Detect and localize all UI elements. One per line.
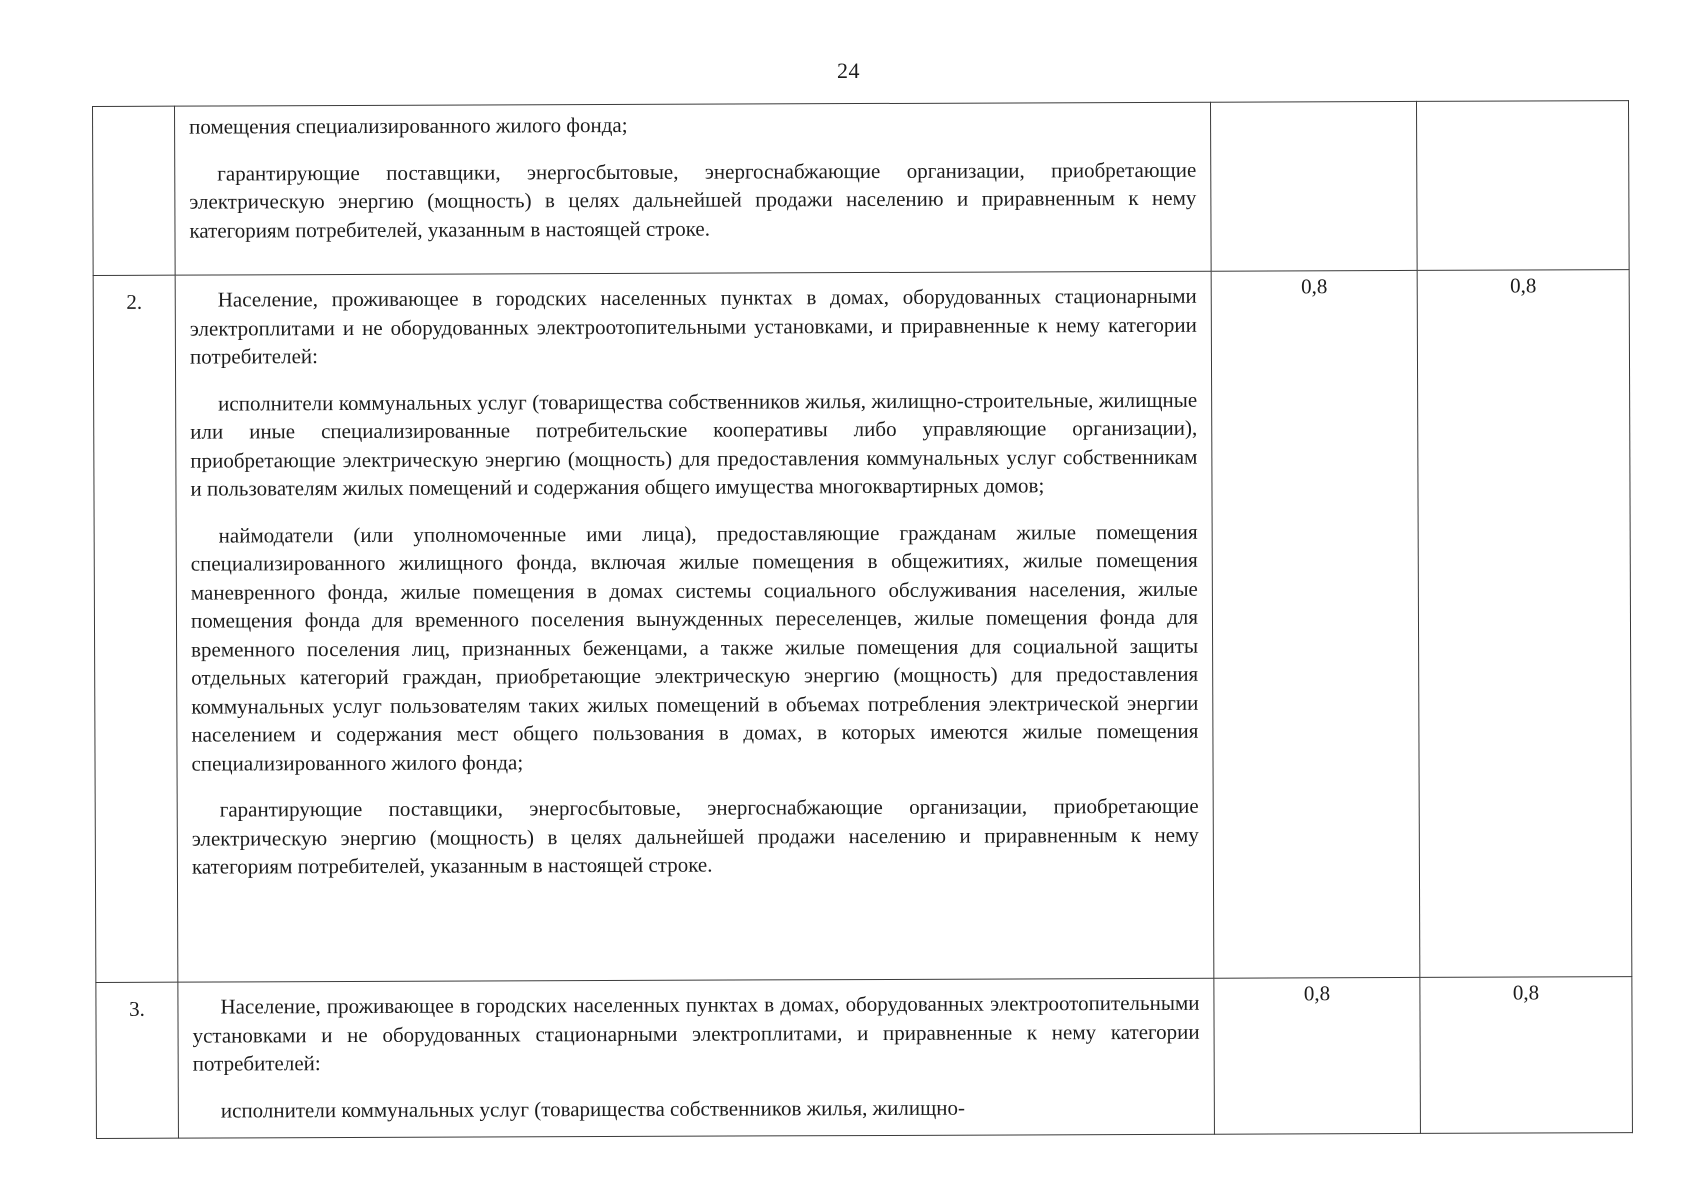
description-paragraph: Население, проживающее в городских населенных пунктах в домах, оборудованных стационарными электроплитами и не оборудованных электроотопительными установками, и приравненные к нему категории потребителей: [189,283,1197,369]
description-paragraph: Население, проживающее в городских населенных пунктах в домах, оборудованных электроотопительными установками и не оборудованных стационарными электроплитами, и приравненные к нему категории потребителей: [192,990,1200,1076]
row-description-cell [175,102,1212,275]
description-paragraph: гарантирующие поставщики, энергосбытовые, энергоснабжающие организации, приобретающие электрическую энергию (мощность) в целях дальнейшей продажи населению и приравненным к нему категориям потребителей, указанным в настоящей строке. [189,157,1197,243]
row-number-cell: 2. [93,275,178,982]
value-cell-2: 0,8 [1420,977,1633,1134]
tariff-table [92,100,1633,1139]
document-sheet [92,100,1632,1139]
row-description-cell [175,271,1214,982]
page-number: 24 [837,58,860,83]
value-cell-1: 0,8 [1211,270,1420,978]
table-row [93,270,1632,983]
table-row [96,977,1633,1139]
description-paragraph: гарантирующие поставщики, энергосбытовые, энергоснабжающие организации, приобретающие электрическую энергию (мощность) в целях дальнейшей продажи населению и приравненным к нему категориям потребителей, указанным в настоящей строке. [191,793,1199,879]
row-number-cell [93,106,176,275]
description-paragraph: помещения специализированного жилого фонда; [189,112,628,139]
value-cell-1: 0,8 [1214,977,1421,1134]
row-description-cell [178,978,1215,1138]
description-paragraph: наймодатели (или уполномоченные ими лица), предоставляющие гражданам жилые помещения специализированного жилищного фонда, включая жилые помещения в общежитиях, жилые помещения маневренного фонда, жилые помещения в домах системы социального обслуживания населения, жилые помещения фонда для временного поселения вынужденных переселенцев, жилые помещения фонда для временного поселения лиц, признанных беженцами, а также жилые помещения для социальной защиты отдельных категорий граждан, приобретающие электрическую энергию (мощность) для предоставления коммунальных услуг пользователям таких жилых помещений в объемах потребления электрической энергии населением и содержания мест общего пользования в домах, в которых имеются жилые помещения специализированного жилого фонда; [190,519,1199,776]
row-number-cell: 3. [96,982,179,1138]
description-paragraph: исполнители коммунальных услуг (товарищества собственников жилья, жилищно- [220,1095,966,1123]
value-cell-1 [1210,101,1417,271]
description-paragraph: исполнители коммунальных услуг (товарищества собственников жилья, жилищно-строительные, жилищные или иные специализированные потребительские кооперативы либо управляющие организации), приобретающие электрическую энергию (мощность) для предоставления коммунальных услуг собственникам и пользователям жилых помещений и содержания общего имущества многоквартирных домов; [190,387,1198,501]
table-row [93,101,1630,276]
value-cell-2 [1416,101,1629,271]
value-cell-2: 0,8 [1417,270,1632,978]
